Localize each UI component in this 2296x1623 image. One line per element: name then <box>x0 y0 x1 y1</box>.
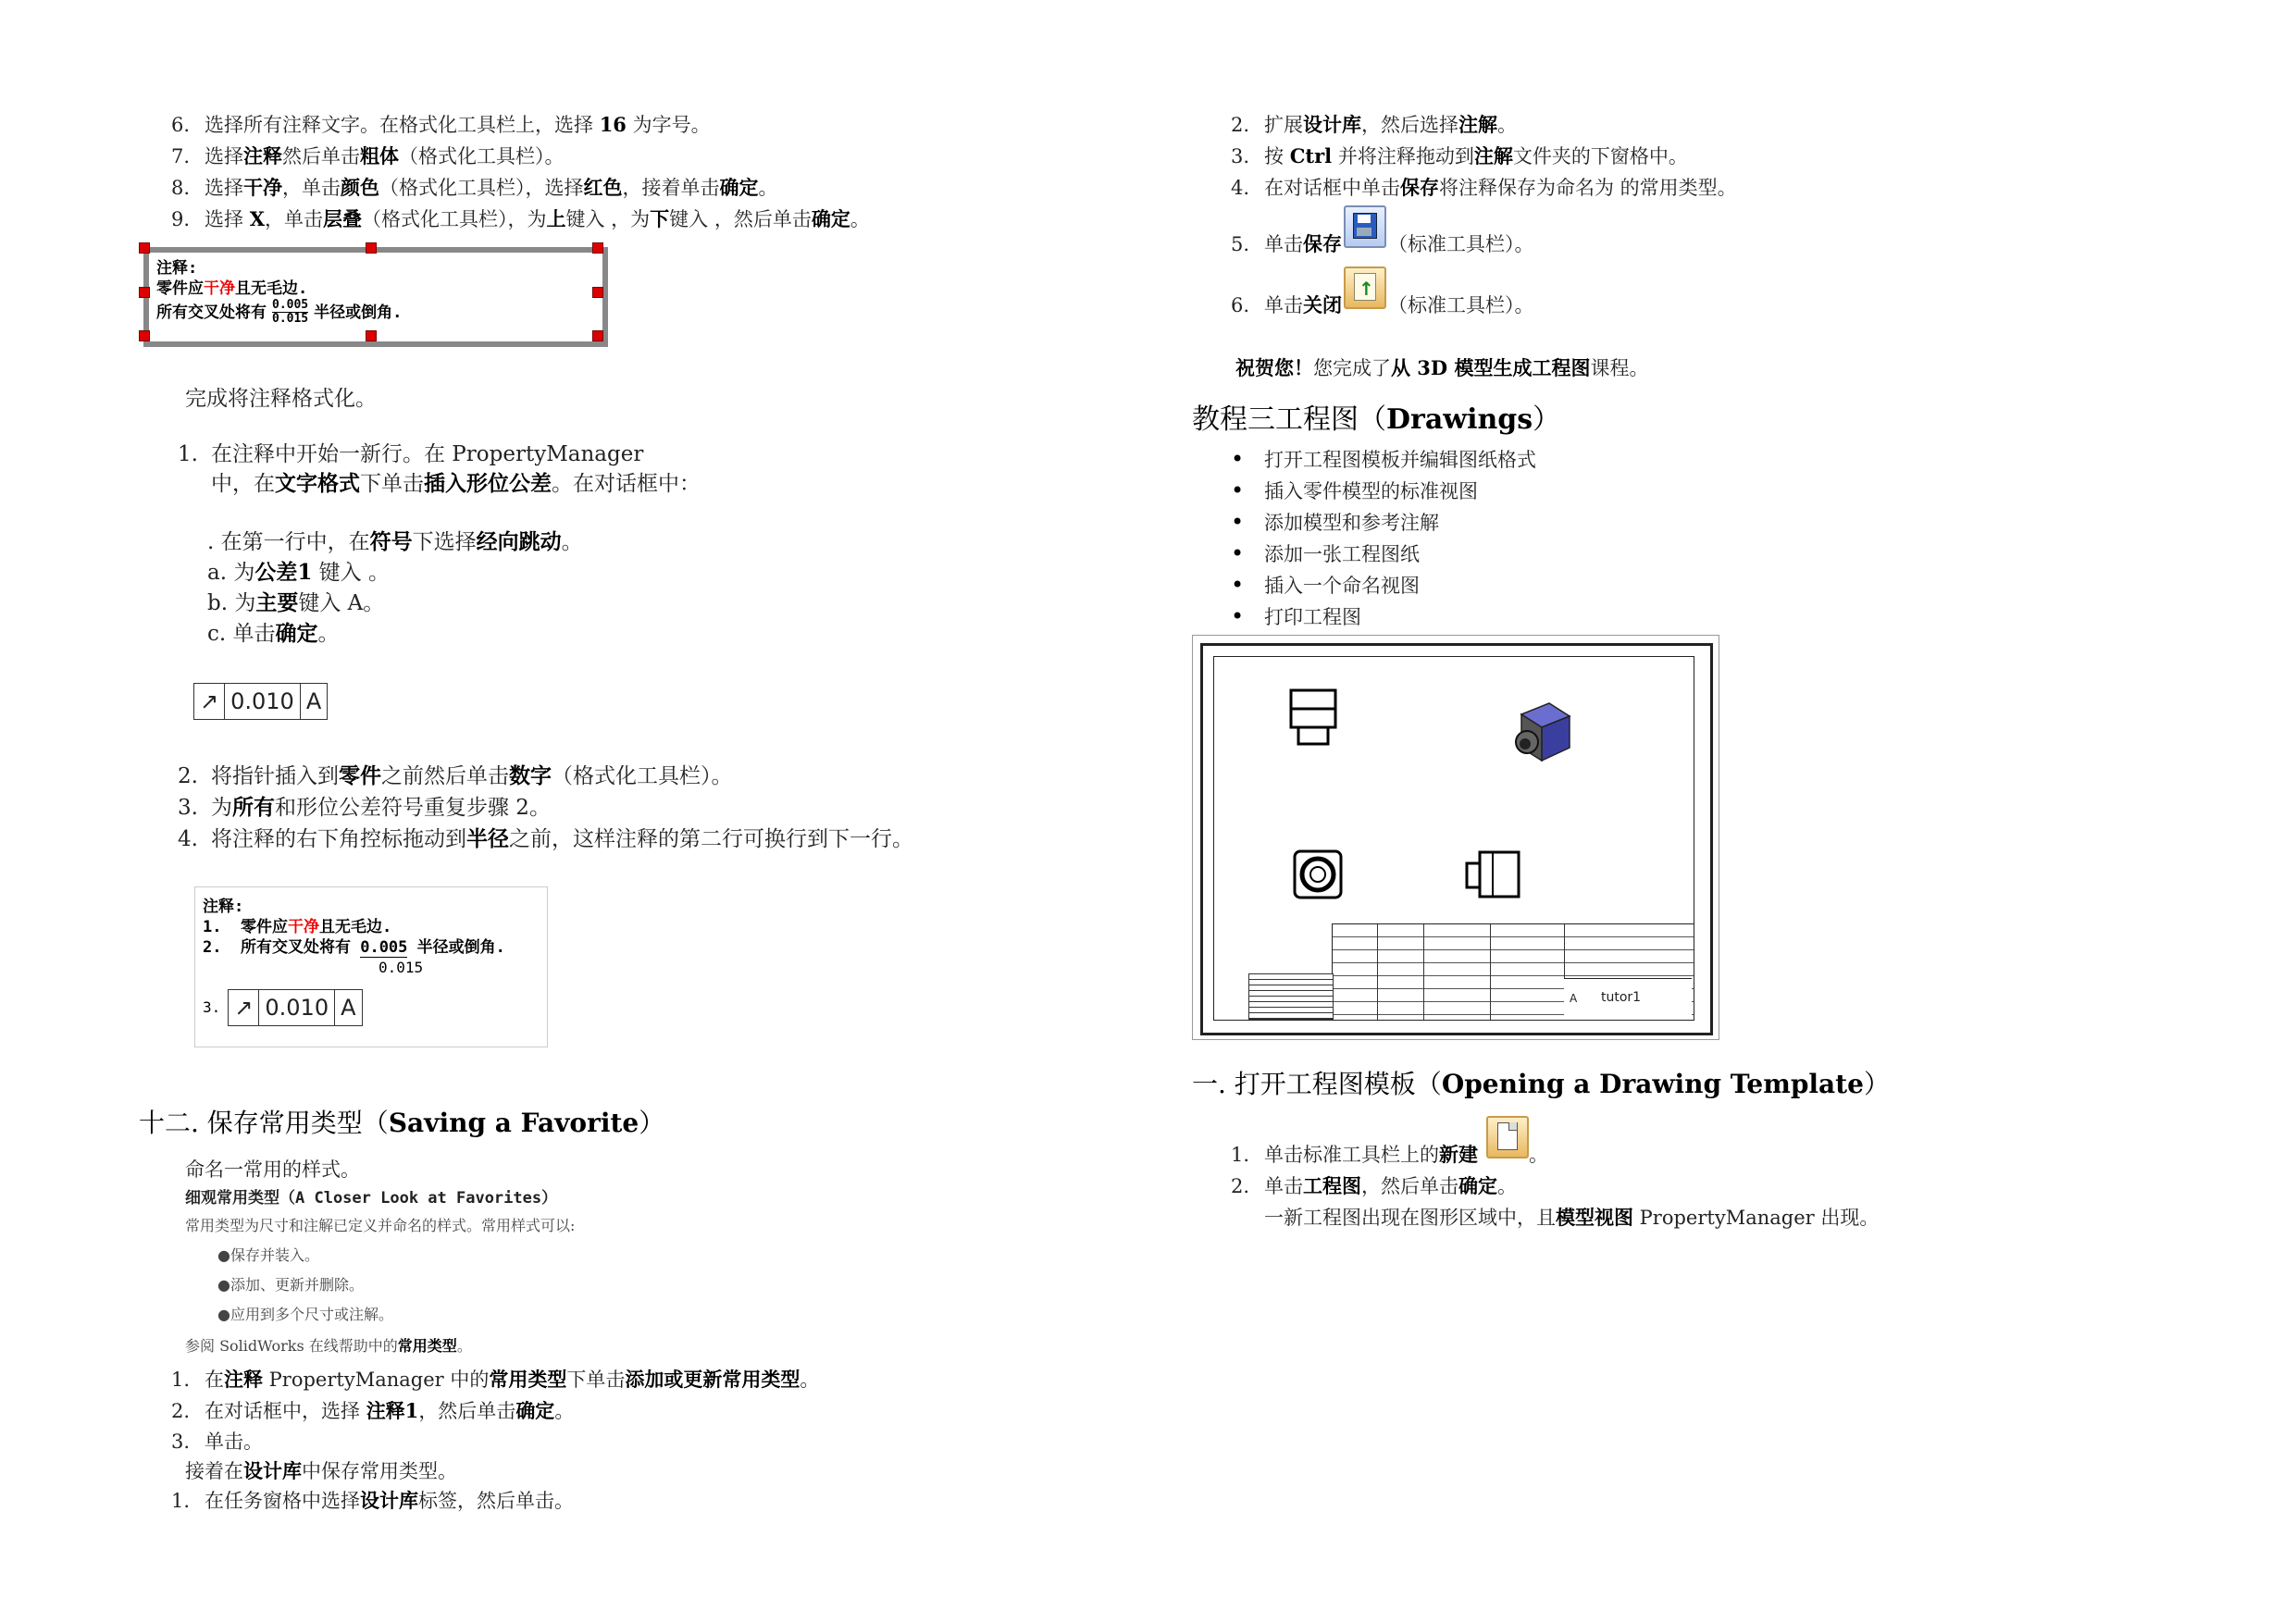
closer-look-desc: 常用类型为尺寸和注解已定义并命名的样式。常用样式可以: <box>185 1217 576 1234</box>
note1-heading: 注释: <box>156 259 198 278</box>
section-12-heading: 十二. 保存常用类型（Saving a Favorite） <box>139 1108 665 1138</box>
open-step-2: 2. 单击工程图，然后单击确定。 <box>1231 1174 1517 1197</box>
note-handle[interactable] <box>139 330 150 341</box>
new-document-icon[interactable] <box>1486 1116 1529 1158</box>
reference-line: 参阅 SolidWorks 在线帮助中的常用类型。 <box>185 1337 472 1355</box>
step-5-post: （标准工具栏）。 <box>1388 233 1534 255</box>
open-step-1-post: 。 <box>1529 1144 1548 1166</box>
list-item: 4. 在对话框中单击保存将注释保存为命名为 的常用类型。 <box>1231 176 1737 199</box>
sub-a: a. 为公差1 键入 。 <box>207 560 390 585</box>
bullet-dot-icon: • <box>1231 572 1245 598</box>
note-handle[interactable] <box>592 242 603 254</box>
note2-line3: 3. ↗ 0.010 A <box>203 989 363 1026</box>
congrats-line: 祝贺您！您完成了从 3D 模型生成工程图课程。 <box>1235 356 1649 379</box>
note-handle[interactable] <box>366 330 377 341</box>
bullet-dot-icon: • <box>1231 446 1245 472</box>
sub-c: c. 单击确定。 <box>207 621 340 646</box>
list-item: 2. 将指针插入到零件之前然后单击数字（格式化工具栏）。 <box>178 763 733 788</box>
note2-line2: 2. 所有交叉处将有 0.005 半径或倒角. <box>203 938 505 957</box>
feature-control-frame <box>193 683 328 720</box>
bullet-item: • 打印工程图 <box>1231 601 1536 633</box>
note2-line1: 1. 零件应干净且无毛边. <box>203 918 392 936</box>
runout-symbol-icon: ↗ <box>229 990 259 1025</box>
note1-line1: 零件应干净且无毛边. <box>156 279 308 298</box>
list-item: 6. 选择所有注释文字。在格式化工具栏上，选择 16 为字号。 <box>171 113 711 136</box>
note1-frac-bottom: 0.015 <box>272 312 309 326</box>
drawing-sheet-preview <box>1192 635 1719 1040</box>
steps-top-right <box>1231 109 1737 204</box>
note2-fcf: ↗ 0.010 A <box>228 989 362 1026</box>
side-view <box>1461 847 1526 902</box>
bullet-dot-icon: • <box>1231 477 1245 503</box>
note2-frac-bottom: 0.015 <box>379 959 424 976</box>
save-icon[interactable] <box>1344 205 1386 248</box>
closer-bullet: ●应用到多个尺寸或注解。 <box>217 1306 393 1323</box>
note-preview-2 <box>194 886 548 1047</box>
tutorial3-bullets <box>1231 444 1536 633</box>
steps-top-left <box>171 109 870 235</box>
titleblock-size: A <box>1570 992 1578 1005</box>
step-6-post: （标准工具栏）。 <box>1388 294 1534 316</box>
list-item: 4. 将注释的右下角控标拖动到半径之前，这样注释的第二行可换行到下一行。 <box>178 826 913 851</box>
closer-bullet: ●添加、更新并删除。 <box>217 1276 364 1294</box>
steps-mid-left <box>178 761 913 855</box>
front-view <box>1285 687 1341 751</box>
top-view <box>1290 847 1346 902</box>
step1-line2: 中，在文字格式下单击插入形位公差。在对话框中： <box>211 471 701 496</box>
bullet-dot-icon: • <box>1231 509 1245 535</box>
note1-line2: 所有交叉处将有 0.005 0.015 半径或倒角. <box>156 298 403 326</box>
list-item: 3. 按 Ctrl 并将注释拖动到注解文件夹的下窗格中。 <box>1231 144 1688 167</box>
name-line: 命名一常用的样式。 <box>185 1158 360 1181</box>
note-handle[interactable] <box>139 242 150 254</box>
bullet-dot-icon: • <box>1231 540 1245 566</box>
next-line: 接着在设计库中保存常用类型。 <box>185 1459 457 1482</box>
note1-frac-top: 0.005 <box>272 298 309 312</box>
last-step: 1. 在任务窗格中选择设计库标签，然后单击。 <box>171 1489 574 1512</box>
section-1-heading: 一. 打开工程图模板（Opening a Drawing Template） <box>1192 1069 1890 1099</box>
note-handle[interactable] <box>592 330 603 341</box>
sub-b: b. 为主要键入 A。 <box>207 590 385 615</box>
note-handle[interactable] <box>366 242 377 254</box>
list-item: 9. 选择 X，单击层叠（格式化工具栏），为上键入 ，为下键入 ，然后单击确定。 <box>171 207 870 230</box>
note-handle[interactable] <box>592 287 603 298</box>
open-step-1: 1. 单击标准工具栏上的新建 <box>1231 1143 1478 1166</box>
tutorial3-heading: 教程三工程图（Drawings） <box>1192 403 1561 436</box>
bullet-item: • 添加一张工程图纸 <box>1231 539 1536 570</box>
note2-heading: 注释: <box>203 898 244 916</box>
step-6: 6. 单击关闭 <box>1231 293 1342 316</box>
list-item: 3. 单击。 <box>171 1431 263 1453</box>
fcf-datum: A <box>305 688 322 714</box>
fcf-tolerance: 0.010 <box>225 684 301 719</box>
bullet-item: • 添加模型和参考注解 <box>1231 507 1536 539</box>
bullet-item: • 插入一个命名视图 <box>1231 570 1536 601</box>
sub-intro: . 在第一行中，在符号下选择经向跳动。 <box>207 529 583 554</box>
closer-look-title: 细观常用类型（A Closer Look at Favorites） <box>185 1189 558 1208</box>
done-text: 完成将注释格式化。 <box>185 387 377 411</box>
title-block <box>1332 923 1694 1021</box>
note-handle[interactable] <box>139 287 150 298</box>
list-item: 1. 在注释 PropertyManager 中的常用类型下单击添加或更新常用类型。 <box>171 1368 820 1391</box>
bullet-dot-icon: • <box>1231 603 1245 629</box>
step1-line1: 1. 在注释中开始一新行。在 PropertyManager <box>178 442 644 466</box>
list-item: 2. 扩展设计库，然后选择注解。 <box>1231 113 1517 136</box>
steps-bottom-left <box>171 1364 819 1457</box>
list-item: 7. 选择注释然后单击粗体（格式化工具栏）。 <box>171 144 565 167</box>
list-item: 2. 在对话框中，选择 注释1，然后单击确定。 <box>171 1399 575 1422</box>
close-document-icon[interactable]: ↑ <box>1344 266 1386 309</box>
list-item: 8. 选择干净，单击颜色（格式化工具栏），选择红色，接着单击确定。 <box>171 176 778 199</box>
bullet-item: • 打开工程图模板并编辑图纸格式 <box>1231 444 1536 476</box>
bullet-item: • 插入零件模型的标准视图 <box>1231 476 1536 507</box>
closer-bullet: ●保存并装入。 <box>217 1246 319 1264</box>
step-5: 5. 单击保存 <box>1231 232 1342 255</box>
isometric-view <box>1503 696 1577 770</box>
runout-symbol-icon: ↗ <box>194 684 225 719</box>
result-line: 一新工程图出现在图形区域中，且模型视图 PropertyManager 出现。 <box>1264 1206 1880 1229</box>
titleblock-name: tutor1 <box>1601 990 1642 1005</box>
list-item: 3. 为所有和形位公差符号重复步骤 2。 <box>178 795 551 820</box>
